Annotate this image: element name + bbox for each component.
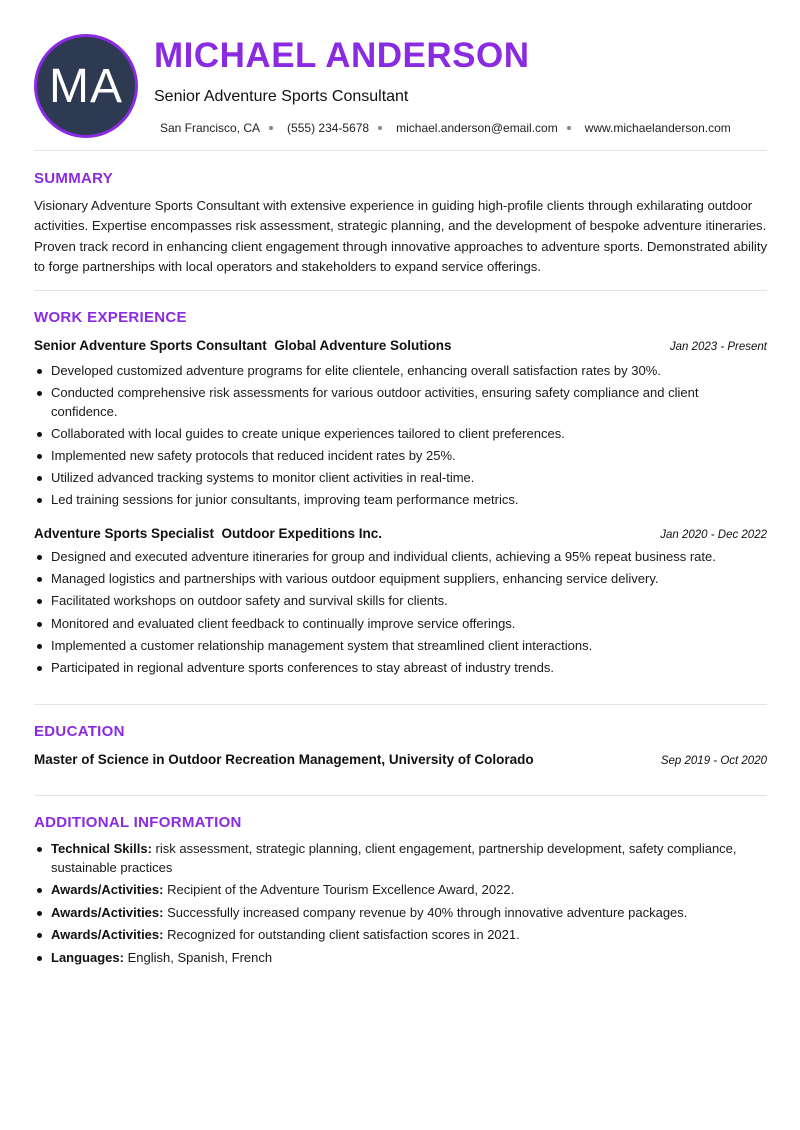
info-label: Awards/Activities: bbox=[51, 927, 164, 942]
info-label: Technical Skills: bbox=[51, 841, 152, 856]
info-label: Languages: bbox=[51, 949, 124, 965]
additional-info-list bbox=[34, 840, 767, 971]
list-item: Utilized advanced tracking systems to monitor client activities in real-time. bbox=[34, 469, 767, 488]
list-item: Managed logistics and partnerships with various outdoor equipment suppliers, enhancing service delivery. bbox=[34, 570, 767, 589]
list-item bbox=[34, 881, 767, 900]
list-item bbox=[34, 840, 767, 877]
separator-dot bbox=[567, 126, 571, 130]
education-entry bbox=[34, 752, 767, 767]
info-text: risk assessment, strategic planning, client engagement, partnership development, safety compliance, sustainable practices bbox=[51, 841, 737, 875]
contact-phone: (555) 234-5678 bbox=[287, 121, 370, 135]
job-dates: Jan 2023 - Present bbox=[669, 341, 767, 353]
info-label: Awards/Activities: bbox=[51, 882, 164, 897]
section-divider bbox=[34, 290, 767, 291]
experience-heading: WORK EXPERIENCE bbox=[34, 309, 187, 326]
section-divider bbox=[34, 795, 767, 796]
contact-location: San Francisco, CA bbox=[160, 121, 261, 135]
job-dates: Jan 2020 - Dec 2022 bbox=[660, 529, 767, 541]
list-item bbox=[34, 949, 767, 968]
list-item: Conducted comprehensive risk assessments for various outdoor activities, ensuring safety compliance and client confidence. bbox=[34, 384, 767, 421]
job-title: Senior Adventure Sports Consultant Global Adventure Solutions bbox=[34, 338, 452, 353]
info-text: Recognized for outstanding client satisfaction scores in 2021. bbox=[163, 927, 520, 942]
candidate-name: MICHAEL ANDERSON bbox=[154, 36, 530, 75]
list-item: Participated in regional adventure sports conferences to stay abreast of industry trends. bbox=[34, 659, 767, 678]
contact-email[interactable]: michael.anderson@email.com bbox=[396, 121, 558, 135]
info-label: Awards/Activities: bbox=[51, 904, 164, 920]
education-heading: EDUCATION bbox=[34, 723, 125, 740]
list-item: Implemented new safety protocols that reduced incident rates by 25%. bbox=[34, 447, 767, 466]
list-item: Designed and executed adventure itineraries for group and individual clients, achieving a 95% repeat business rate. bbox=[34, 548, 767, 567]
list-item: Implemented a customer relationship management system that streamlined client interactions. bbox=[34, 637, 767, 656]
job-title: Adventure Sports Specialist Outdoor Expeditions Inc. bbox=[34, 526, 383, 541]
job-header bbox=[34, 338, 767, 353]
summary-text: Visionary Adventure Sports Consultant with extensive experience in guiding high-profile clients through exhilarating outdoor activities. Expertise encompasses risk assessment, strategic planning, and the development of bespoke adventure itineraries. Proven track record in enhancing client engagement through innovative approaches to adventure sports. Demonstrated ability to forge partnerships with local operators and stakeholders to expand service offerings. bbox=[34, 198, 768, 274]
info-text: English, Spanish, French bbox=[123, 949, 273, 965]
section-divider bbox=[34, 150, 767, 151]
info-text: Successfully increased company revenue by 40% through innovative adventure packages. bbox=[163, 904, 688, 920]
list-item: Monitored and evaluated client feedback to continually improve service offerings. bbox=[34, 615, 767, 634]
list-item bbox=[34, 904, 767, 923]
education-degree: Master of Science in Outdoor Recreation Management, University of Colorado bbox=[34, 752, 534, 767]
list-item: Facilitated workshops on outdoor safety and survival skills for clients. bbox=[34, 592, 767, 611]
separator-dot bbox=[269, 126, 273, 130]
list-item: Led training sessions for junior consultants, improving team performance metrics. bbox=[34, 491, 767, 510]
job-bullets bbox=[34, 548, 767, 681]
info-text: Recipient of the Adventure Tourism Excellence Award, 2022. bbox=[163, 882, 515, 897]
section-divider bbox=[34, 704, 767, 705]
list-item: Developed customized adventure programs for elite clientele, enhancing overall satisfaction rates by 30%. bbox=[34, 362, 767, 381]
resume-header bbox=[34, 34, 767, 138]
job-header bbox=[34, 526, 767, 541]
job-bullets bbox=[34, 362, 767, 514]
education-dates: Sep 2019 - Oct 2020 bbox=[660, 755, 767, 767]
candidate-title: Senior Adventure Sports Consultant bbox=[154, 88, 409, 105]
contact-website[interactable]: www.michaelanderson.com bbox=[584, 121, 731, 135]
contact-line bbox=[160, 121, 731, 135]
summary-heading: SUMMARY bbox=[34, 170, 114, 187]
additional-heading: ADDITIONAL INFORMATION bbox=[34, 814, 242, 831]
avatar: MA bbox=[34, 34, 138, 138]
separator-dot bbox=[378, 126, 382, 130]
list-item bbox=[34, 926, 767, 945]
list-item: Collaborated with local guides to create unique experiences tailored to client preferences. bbox=[34, 425, 767, 444]
